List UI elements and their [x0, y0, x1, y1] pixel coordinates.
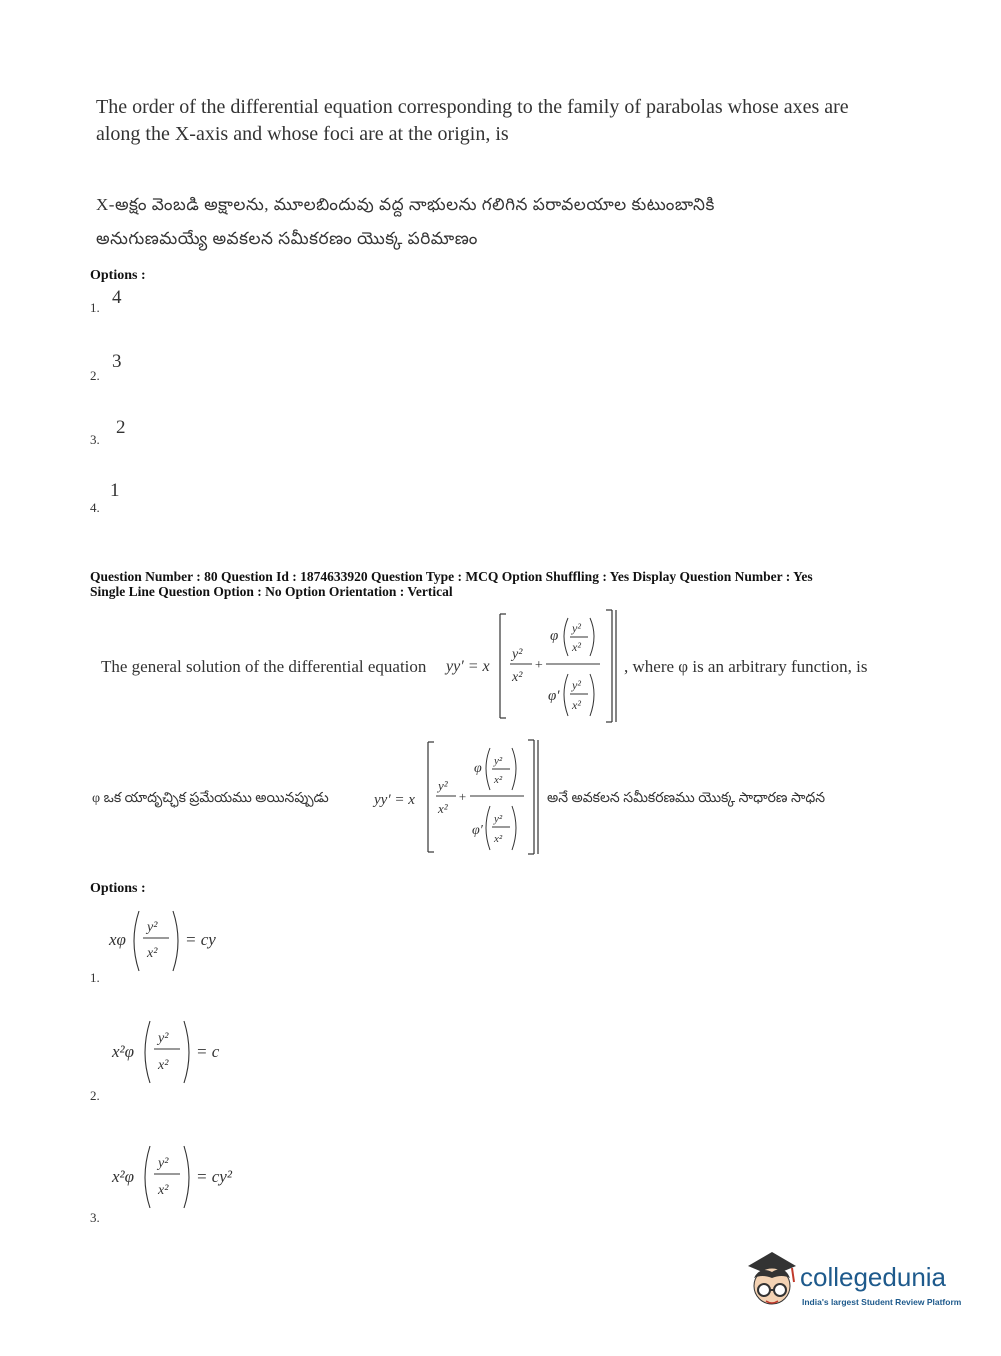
collegedunia-logo: [742, 1248, 972, 1318]
mascot-icon: [742, 1248, 800, 1312]
svg-text:x²: x²: [438, 801, 448, 816]
svg-text:yy′ = x: yy′ = x: [446, 658, 490, 675]
question-80-text-te-before: φ ఒక యాదృచ్ఛిక ప్రమేయము అయినప్పుడు: [92, 791, 329, 806]
option-value[interactable]: 1: [110, 480, 120, 501]
svg-text:y²: y²: [494, 755, 503, 767]
option-number: 3.: [90, 1210, 100, 1225]
question-80-meta: [90, 569, 950, 599]
question-80-text-en-after: , where φ is an arbitrary function, is: [624, 657, 868, 676]
svg-text:x²: x²: [158, 1058, 169, 1073]
question-79-te-line-2: అనుగుణమయ్యే అవకలన సమీకరణం యొక్క పరిమాణం: [96, 229, 478, 248]
option-1-formula[interactable]: [105, 905, 235, 975]
svg-text:xφ: xφ: [109, 930, 126, 949]
svg-text:x²: x²: [572, 640, 581, 654]
question-80-text-te-after: అనే అవకలన సమీకరణము యొక్క సాధారణ సాధన: [547, 791, 826, 806]
option-2-formula[interactable]: [108, 1015, 238, 1087]
option-number: 1.: [90, 300, 100, 315]
options-heading: Options :: [90, 268, 146, 283]
equation-formula-te: [370, 736, 545, 858]
option-number: 2.: [90, 1088, 100, 1103]
svg-text:x²: x²: [572, 698, 581, 712]
option-number: 2.: [90, 368, 100, 383]
options-heading: Options :: [90, 881, 146, 896]
svg-text:= c: = c: [196, 1042, 220, 1061]
brand-name: collegedunia: [800, 1262, 947, 1292]
svg-text:y²: y²: [158, 1031, 169, 1046]
question-79-text-te: [96, 188, 896, 256]
equation-formula: [440, 606, 622, 724]
svg-text:y²: y²: [494, 813, 503, 825]
svg-text:φ: φ: [550, 628, 559, 644]
svg-text:= cy: = cy: [185, 930, 216, 949]
svg-text:x²: x²: [158, 1183, 169, 1198]
option-value[interactable]: 3: [112, 351, 122, 372]
svg-text:= cy²: = cy²: [196, 1167, 232, 1186]
question-meta-line-2: Single Line Question Option : No Option Orientation : Vertical: [90, 584, 453, 599]
svg-text:yy′ = x: yy′ = x: [374, 792, 415, 808]
svg-text:x²: x²: [147, 946, 158, 961]
svg-text:y²: y²: [438, 778, 448, 793]
svg-text:+: +: [458, 789, 467, 804]
svg-text:x²: x²: [512, 670, 523, 685]
svg-text:x²φ: x²φ: [112, 1167, 135, 1186]
svg-text:x²: x²: [494, 833, 503, 845]
option-3-formula[interactable]: [108, 1140, 268, 1212]
svg-text:y²: y²: [158, 1156, 169, 1171]
option-value[interactable]: 2: [116, 417, 126, 438]
option-number: 3.: [90, 432, 100, 447]
svg-text:y²: y²: [572, 621, 581, 635]
svg-text:y²: y²: [147, 920, 158, 935]
option-number: 4.: [90, 500, 100, 515]
question-79-text-en: The order of the differential equation corresponding to the family of parabolas whose axes are along the X-axis and whose foci are at the origin, is: [96, 96, 849, 145]
svg-text:+: +: [534, 658, 544, 673]
question-79-te-line-1: X-అక్షం వెంబడి అక్షాలను, మూలబిందువు వద్ద నాభులను గలిగిన పరావలయాల కుటుంబానికి: [96, 195, 715, 214]
brand-tagline: India's largest Student Review Platform: [802, 1297, 962, 1307]
svg-text:x²φ: x²φ: [112, 1042, 135, 1061]
svg-text:y²: y²: [572, 678, 581, 692]
option-number: 1.: [90, 970, 100, 985]
svg-text:y²: y²: [512, 647, 523, 662]
svg-text:x²: x²: [494, 774, 503, 786]
question-meta-line-1: Question Number : 80 Question Id : 1874633920 Question Type : MCQ Option Shuffling : Yes Display Question Number : Yes: [90, 569, 813, 584]
option-value[interactable]: 4: [112, 287, 122, 308]
svg-text:φ: φ: [474, 761, 482, 776]
question-80-text-en: The general solution of the differential equation: [101, 657, 427, 676]
svg-text:φ′: φ′: [472, 823, 483, 838]
svg-text:φ′: φ′: [548, 688, 560, 704]
